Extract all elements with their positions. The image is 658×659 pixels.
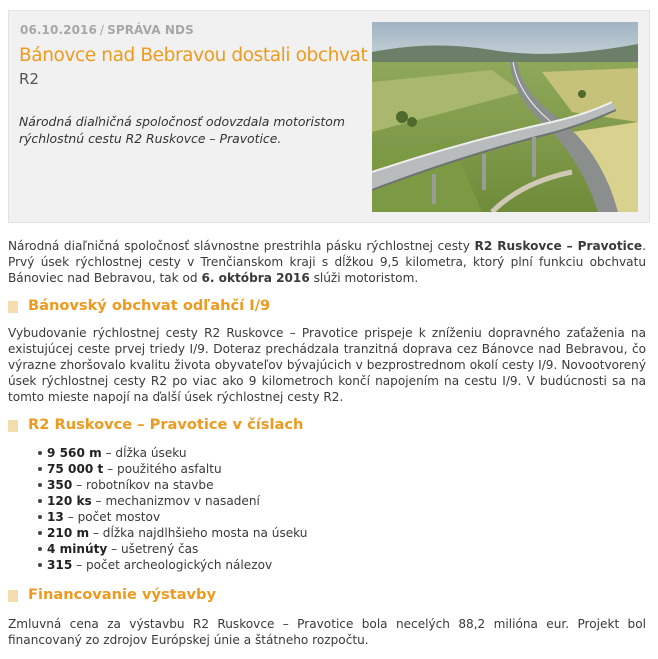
fact-label: – robotníkov na stavbe	[72, 477, 214, 492]
article-title[interactable]: Bánovce nad Bebravou dostali obchvat	[19, 45, 368, 66]
section-heading-bypass-text: Bánovský obchvat odľahčí I/9	[28, 296, 271, 314]
article-body	[8, 238, 646, 648]
article-subtitle: R2	[19, 70, 39, 88]
fact-value: 315	[47, 557, 73, 572]
list-item	[38, 525, 646, 541]
intro-text-1: Národná diaľničná spoločnosť slávnostne prestrihla pásku rýchlostnej cesty	[8, 239, 475, 253]
fact-label: – dĺžka úseku	[101, 445, 187, 460]
article-source: SPRÁVA NDS	[107, 23, 194, 37]
fact-value: 13	[47, 509, 64, 524]
section-heading-bypass	[8, 296, 646, 316]
fact-value: 75 000 t	[47, 461, 104, 476]
photo-illustration	[372, 22, 638, 212]
intro-text-3: slúži motoristom.	[309, 271, 419, 286]
bypass-paragraph: Vybudovanie rýchlostnej cesty R2 Ruskovce – Pravotice prispeje k zníženiu dopravného zaťaženia na existujúcej ceste prvej triedy I/9. Doteraz prechádzala tranzitná doprava cez Bánovce nad Bebravou, čo výrazne zhoršovalo kvalitu života obyvateľov bývajúcich v bezprostrednom okolí cesty I/9. Novootvorený úsek rýchlostnej cesty R2 po viac ako 9 kilometroch končí napojením na cestu I/9. V budúcnosti sa na tomto mieste napojí na ďalší úsek rýchlostnej cesty R2.	[8, 325, 646, 405]
list-item	[38, 509, 646, 525]
fact-label: – použitého asfaltu	[103, 461, 222, 476]
article-header	[8, 10, 650, 223]
fact-value: 4 minúty	[47, 541, 108, 556]
list-item	[38, 461, 646, 477]
section-heading-financing-text: Financovanie výstavby	[28, 585, 217, 603]
list-item	[38, 557, 646, 573]
fact-label: – mechanizmov v nasadení	[91, 493, 260, 508]
highway-bridge-photo	[372, 22, 638, 212]
heading-square-icon	[8, 590, 18, 602]
financing-paragraph: Zmluvná cena za výstavbu R2 Ruskovce – Pravotice bola necelých 88,2 milióna eur. Projekt bol financovaný zo zdrojov Európskej únie a štátneho rozpočtu.	[8, 616, 646, 647]
fact-value: 210 m	[47, 525, 90, 540]
intro-bold-date: 6. októbra 2016	[201, 271, 310, 286]
intro-paragraph	[8, 238, 646, 287]
article-meta	[20, 23, 194, 37]
intro-text-2: . Prvý úsek rýchlostnej cesty v Trenčianskom kraji s dĺžkou 9,5 kilometra, ktorý plní funkciu obchvatu Bánoviec nad Bebravou, tak od	[8, 239, 646, 286]
fact-value: 350	[47, 477, 73, 492]
fact-label: – počet mostov	[63, 509, 161, 524]
article-perex: Národná diaľničná spoločnosť odovzdala motoristom rýchlostnú cestu R2 Ruskovce – Pravotice.	[19, 114, 345, 146]
fact-label: – ušetrený čas	[107, 541, 199, 556]
article-date: 06.10.2016	[20, 23, 97, 37]
list-item	[38, 493, 646, 509]
facts-list	[38, 445, 646, 573]
section-heading-numbers	[8, 415, 646, 435]
fact-label: – počet archeologických nálezov	[72, 557, 273, 572]
fact-value: 9 560 m	[47, 445, 102, 460]
heading-square-icon	[8, 301, 18, 313]
fact-label: – dĺžka najdlhšieho mosta na úseku	[89, 525, 308, 540]
list-item	[38, 477, 646, 493]
list-item	[38, 541, 646, 557]
meta-separator: /	[99, 23, 105, 37]
intro-bold-road: R2 Ruskovce – Pravotice	[474, 239, 643, 253]
fact-value: 120 ks	[47, 493, 92, 508]
section-heading-financing	[8, 585, 646, 605]
heading-square-icon	[8, 420, 18, 432]
list-item	[38, 445, 646, 461]
section-heading-numbers-text: R2 Ruskovce – Pravotice v číslach	[28, 415, 304, 433]
